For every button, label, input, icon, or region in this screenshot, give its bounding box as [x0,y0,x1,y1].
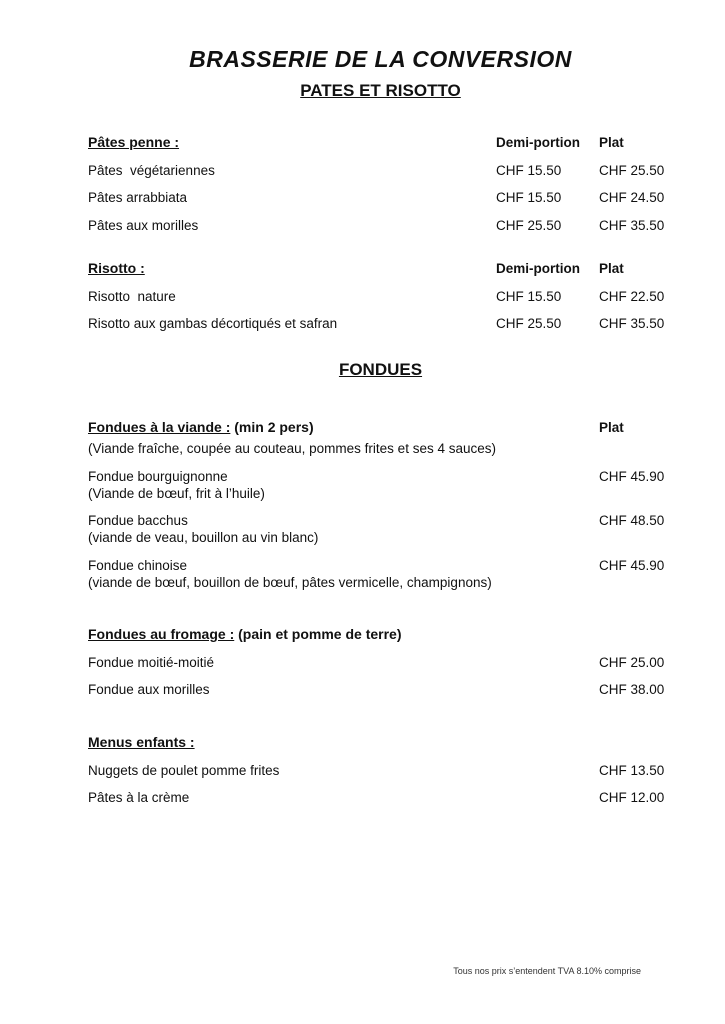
fondues-fromage-header-row [88,627,673,642]
fondues-viande-heading [88,420,599,435]
item-description: (Viande de bœuf, frit à l’huile) [88,486,265,502]
column-header-demi-portion: Demi-portion [496,260,580,276]
page-section-title: PATES ET RISOTTO [300,81,461,100]
menu-item-row [88,317,673,331]
fondues-viande-header-row [88,420,673,435]
fondues-viande-section [88,420,673,591]
item-name: Pâtes végétariennes [88,163,215,179]
menu-item-row [88,191,673,205]
menus-enfants-header-row [88,735,673,750]
menu-item [88,470,673,502]
menu-item-row [88,164,673,178]
item-name: Pâtes arrabbiata [88,190,188,206]
item-price-plat: CHF 22.50 [599,288,665,304]
menu-item-row [88,791,673,805]
menu-item [88,559,673,591]
menu-item [88,514,673,546]
menu-item-row [88,559,673,573]
item-name: Fondue bourguignonne [88,468,228,484]
fondues-viande-heading-suffix: (min 2 pers) [230,419,314,436]
fondues-section-title: FONDUES [338,360,423,380]
fondues-fromage-section [88,627,673,697]
risotto-header-row [88,261,673,276]
item-price-plat: CHF 48.50 [599,513,665,529]
pates-penne-header-row [88,135,673,150]
column-header-demi-portion: Demi-portion [496,135,580,150]
menu-item-row [88,290,673,304]
item-price-demi: CHF 15.50 [496,190,562,206]
item-name: Pâtes aux morilles [88,217,199,233]
item-name: Fondue aux morilles [88,681,210,697]
item-price-demi: CHF 15.50 [496,288,562,304]
column-header-plat: Plat [599,135,624,150]
item-price-plat: CHF 38.00 [599,681,665,697]
item-description: (viande de bœuf, bouillon de bœuf, pâtes vermicelle, champignons) [88,574,492,590]
fondues-fromage-heading [88,627,599,642]
item-price-demi: CHF 25.50 [496,217,562,233]
fondues-fromage-heading-text: Fondues au fromage : [88,625,235,642]
menus-enfants-section [88,735,673,805]
item-name: Risotto nature [88,288,176,304]
menu-item-row [88,764,673,778]
item-price-demi: CHF 25.50 [496,316,562,332]
item-price-plat: CHF 13.50 [599,762,665,778]
pates-penne-heading: Pâtes penne : [88,134,180,150]
menu-item-row [88,514,673,528]
item-price-plat: CHF 25.50 [599,163,665,179]
menu-item-row [88,470,673,484]
item-name: Fondue moitié-moitié [88,654,215,670]
column-header-plat: Plat [599,260,624,276]
item-price-plat: CHF 45.90 [599,557,665,573]
item-price-plat: CHF 12.00 [599,789,665,805]
fondues-viande-heading-text: Fondues à la viande : [88,419,231,436]
item-price-plat: CHF 45.90 [599,468,665,484]
item-price-demi: CHF 15.50 [496,163,562,179]
restaurant-title: BRASSERIE DE LA CONVERSION [189,46,572,72]
item-name: Fondue bacchus [88,513,188,529]
fondues-viande-note: (Viande fraîche, coupée au couteau, pommes frites et ses 4 sauces) [88,441,496,457]
item-name: Nuggets de poulet pomme frites [88,762,280,778]
item-name: Pâtes à la crème [88,789,190,805]
fondues-fromage-heading-suffix: (pain et pomme de terre) [234,625,402,642]
item-name: Risotto aux gambas décortiqués et safran [88,316,338,332]
item-description: (viande de veau, bouillon au vin blanc) [88,530,319,546]
menus-enfants-heading: Menus enfants : [88,734,195,750]
tva-footer-note: Tous nos prix s’entendent TVA 8.10% comprise [453,966,641,976]
menu-item-row [88,219,673,233]
pates-penne-section [88,135,673,233]
item-price-plat: CHF 35.50 [599,217,665,233]
risotto-heading: Risotto : [88,259,145,276]
item-price-plat: CHF 25.00 [599,654,665,670]
menu-item-row [88,656,673,670]
item-price-plat: CHF 24.50 [599,190,665,206]
column-header-plat: Plat [599,420,624,436]
risotto-section [88,261,673,332]
item-name: Fondue chinoise [88,557,188,573]
item-price-plat: CHF 35.50 [599,316,665,332]
menu-item-row [88,683,673,697]
